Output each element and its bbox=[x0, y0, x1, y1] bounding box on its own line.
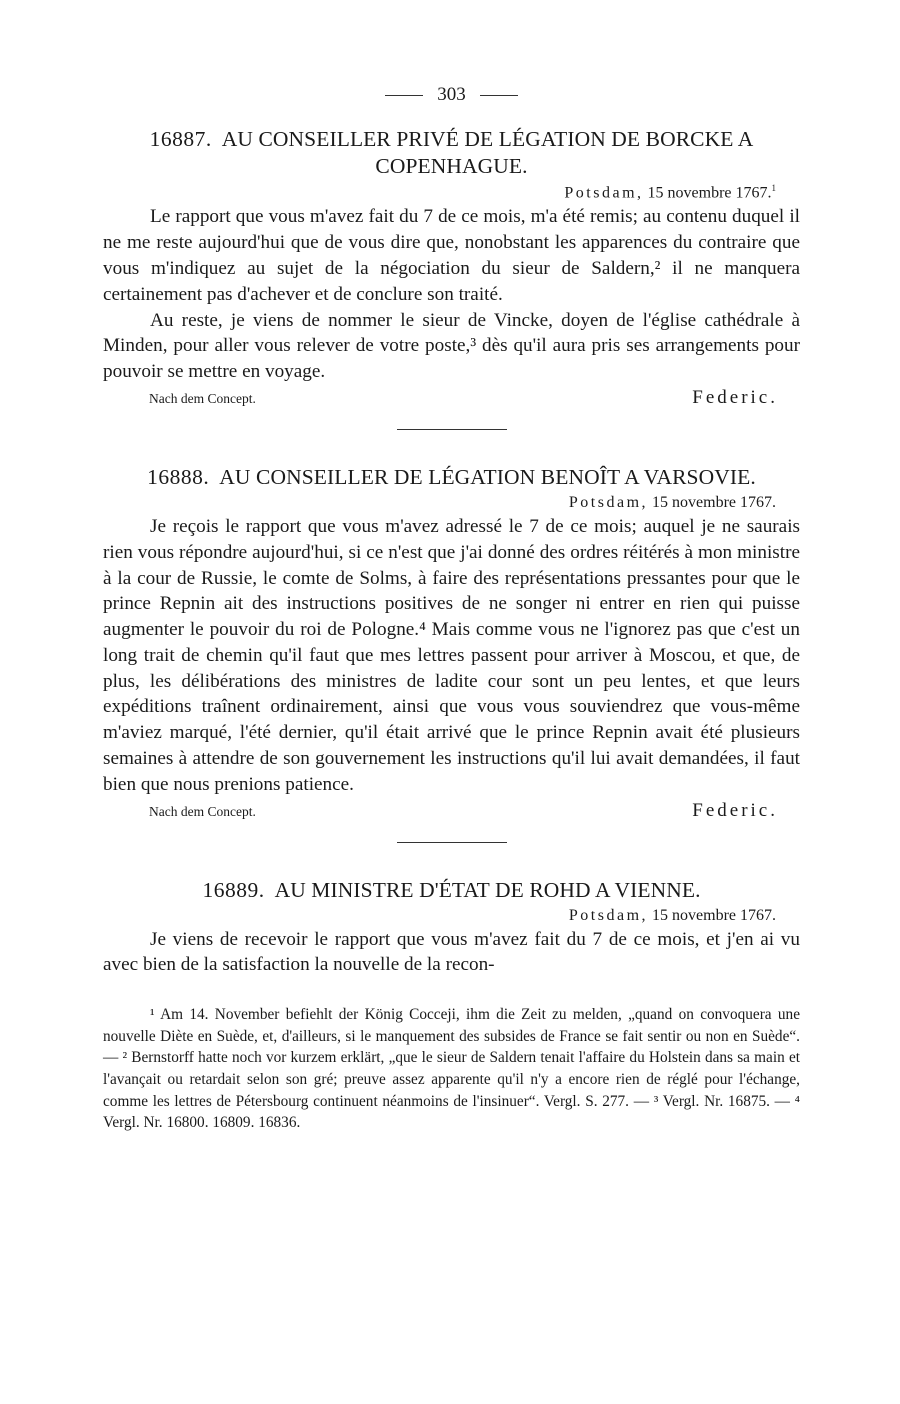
page-number: 303 bbox=[437, 84, 466, 105]
footnote-text: ¹ Am 14. November befiehlt der König Cocceji, ihm die Zeit zu melden, „quand on convoquera une nouvelle Diète en Suède, et, d'ailleurs, si le manquement des subsides de France se fait sentir ou non en Suède“. — ² Bernstorff hatte noch vor kurzem erklärt, „que le sieur de Saldern tenait l'affaire du Holstein dans sa main et l'avançait ou retardait selon son gré; preuve assez apparente qu'il n'y a encore rien de réglé pour l'échange, comme les lettres de Pétersbourg continuent néanmoins de l'insinuer“. Vergl. S. 277. — ³ Vergl. Nr. 16875. — ⁴ Vergl. Nr. 16800. 16809. 16836. bbox=[103, 1006, 800, 1132]
section-divider bbox=[397, 429, 507, 430]
letter-title: AU CONSEILLER PRIVÉ DE LÉGATION DE BORCKE A COPENHAGUE. bbox=[221, 127, 754, 178]
folio-rule-left bbox=[385, 95, 423, 96]
section-divider bbox=[397, 842, 507, 843]
letter-closing bbox=[103, 800, 800, 822]
document-page bbox=[103, 84, 800, 1134]
letter-16889 bbox=[103, 877, 800, 979]
letter-date: 15 novembre 1767. bbox=[652, 906, 776, 924]
folio-rule-right bbox=[480, 95, 518, 96]
letter-16888 bbox=[103, 464, 800, 822]
letter-paragraph: Je viens de recevoir le rapport que vous m'avez fait du 7 de ce mois, et j'en ai vu avec bien de la satisfaction la nouvelle de la recon- bbox=[103, 928, 800, 976]
letter-paragraph: Le rapport que vous m'avez fait du 7 de ce mois, m'a été remis; au contenu duquel il ne me reste aujourd'hui que de vous dire que, nonobstant les apparences du contraire que vous m'indiquez au sujet de la négociation du sieur de Saldern,² il ne manquera certainement pas d'achever et de conclure son traité. bbox=[103, 206, 800, 305]
letter-place: Potsdam, bbox=[564, 184, 644, 202]
page-number-line bbox=[103, 84, 800, 106]
letter-dateline bbox=[103, 183, 776, 202]
letter-heading bbox=[103, 126, 800, 180]
letter-number: 16887. bbox=[149, 127, 212, 151]
letter-closing bbox=[103, 387, 800, 409]
letter-number: 16889. bbox=[202, 877, 265, 902]
footnotes bbox=[103, 1004, 800, 1134]
letter-place: Potsdam, bbox=[568, 906, 649, 924]
letter-dateline bbox=[103, 907, 776, 925]
letter-place: Potsdam, bbox=[568, 493, 649, 511]
letter-paragraph: Je reçois le rapport que vous m'avez adressé le 7 de ce mois; auquel je ne saurais rien vous répondre aujourd'hui, si ce n'est que j'ai donné des ordres réitérés à mon ministre à la cour de Russie, le comte de Solms, à faire des représentations pressantes pour que le prince Repnin ait des instructions positives de ne songer ni entrer en rien qui puisse augmenter le pouvoir du roi de Pologne.⁴ Mais comme vous ne l'ignorez pas que c'est un long trait de chemin qu'il faut que mes lettres passent pour arriver à Moscou, et que, de plus, les délibérations des ministres de ladite cour sont un peu lentes, et que leurs expéditions traînent ordinairement, ainsi que vous vous souviendrez que vous-même m'aviez marqué, l'été dernier, qu'il était arrivé que le prince Repnin avait été plusieurs semaines à attendre de son gouvernement les instructions qu'il lui avait demandées, il faut bien que nous prenions patience. bbox=[103, 515, 800, 795]
letter-paragraph: Au reste, je viens de nommer le sieur de Vincke, doyen de l'église cathédrale à Minden, pour aller vous relever de votre poste,³ dès qu'il aura pris ses arrangements pour pouvoir se mettre en voyage. bbox=[103, 309, 800, 383]
letter-title: AU CONSEILLER DE LÉGATION BENOÎT A VARSOVIE. bbox=[219, 464, 756, 489]
letter-signature: Federic. bbox=[692, 799, 778, 821]
letter-source: Nach dem Concept. bbox=[149, 390, 256, 406]
letter-16887 bbox=[103, 126, 800, 409]
letter-date: 15 novembre 1767. bbox=[652, 493, 776, 511]
letter-signature: Federic. bbox=[692, 386, 778, 408]
letter-number: 16888. bbox=[147, 464, 210, 489]
letter-heading bbox=[103, 877, 800, 904]
letter-dateline bbox=[103, 494, 776, 512]
letter-source: Nach dem Concept. bbox=[149, 803, 256, 819]
letter-heading bbox=[103, 464, 800, 491]
footnote-ref: 1 bbox=[771, 183, 776, 193]
letter-date: 15 novembre 1767. bbox=[647, 184, 772, 202]
letter-title: AU MINISTRE D'ÉTAT DE ROHD A VIENNE. bbox=[274, 877, 701, 902]
